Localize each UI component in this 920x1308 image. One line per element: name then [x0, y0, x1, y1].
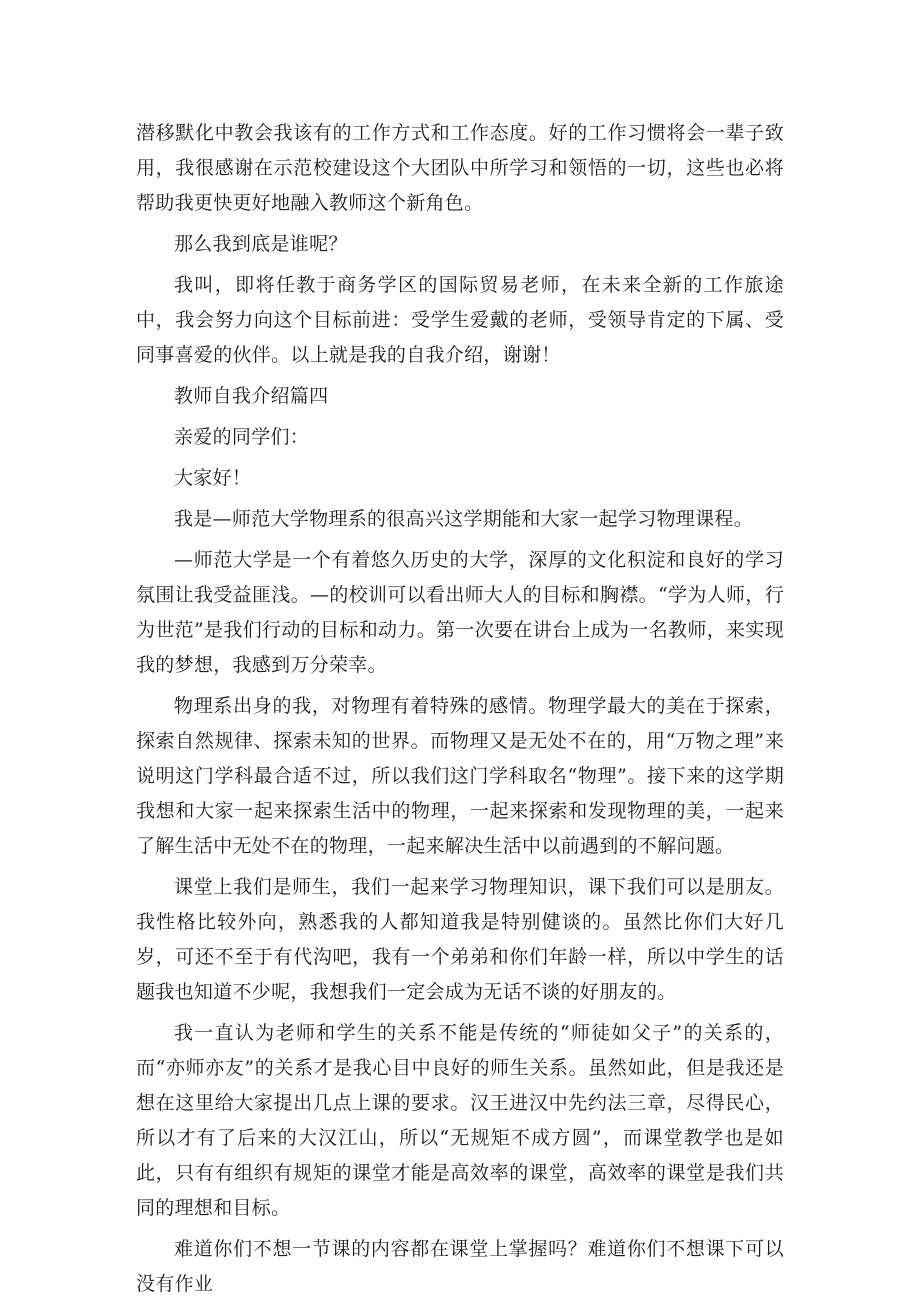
paragraph-question: 那么我到底是谁呢？	[174, 233, 348, 255]
paragraph-introduction: 我是—师范大学物理系的很高兴这学期能和大家一起学习物理课程。	[174, 508, 754, 530]
paragraph-relationship: 我一直认为老师和学生的关系不能是传统的“师徒如父子”的关系的，而“亦师亦友”的关系才是我心目中良好的师生关系。虽然如此，但是我还是想在这里给大家提出几点上课的要求。汉王进汉中先约法三章，尽得民心，所以才有了后来的大汉江山，所以“无规矩不成方圆”，而课堂教学也是如此，只有有组织有规矩的课堂才能是高效率的课堂，高效率的课堂是我们共同的理想和目标。	[136, 1022, 784, 1219]
paragraph-question-end: 难道你们不想一节课的内容都在课堂上掌握吗？难道你们不想课下可以没有作业	[136, 1238, 784, 1295]
paragraph-continuation: 潜移默化中教会我该有的工作方式和工作态度。好的工作习惯将会一辈子致用，我很感谢在示范校建设这个大团队中所学习和领悟的一切，这些也必将帮助我更快更好地融入教师这个新角色。	[136, 122, 784, 214]
greeting: 大家好！	[174, 467, 252, 489]
paragraph-self-intro: 我叫，即将任教于商务学区的国际贸易老师，在未来全新的工作旅途中，我会努力向这个目标前进：受学生爱戴的老师，受领导肯定的下属、受同事喜爱的伙伴。以上就是我的自我介绍，谢谢！	[136, 274, 784, 366]
paragraph-classroom: 课堂上我们是师生，我们一起来学习物理知识，课下我们可以是朋友。我性格比较外向，熟悉我的人都知道我是特别健谈的。虽然比你们大好几岁，可还不至于有代沟吧，我有一个弟弟和你们年龄一样，所以中学生的话题我也知道不少呢，我想我们一定会成为无话不谈的好朋友的。	[136, 876, 784, 1003]
paragraph-physics: 物理系出身的我，对物理有着特殊的感情。物理学最大的美在于探索，探索自然规律、探索未知的世界。而物理又是无处不在的，用“万物之理”来说明这门学科最合适不过，所以我们这门学科取名“物理”。接下来的这学期我想和大家一起来探索生活中的物理，一起来探索和发现物理的美，一起来了解生活中无处不在的物理，一起来解决生活中以前遇到的不解问题。	[136, 695, 784, 857]
section-heading: 教师自我介绍篇四	[174, 385, 329, 407]
paragraph-university: —师范大学是一个有着悠久历史的大学，深厚的文化积淀和良好的学习氛围让我受益匪浅。—的校训可以看出师大人的目标和胸襟。“学为人师，行为世范”是我们行动的目标和动力。第一次要在讲台上成为一名教师，来实现我的梦想，我感到万分荣幸。	[136, 549, 784, 676]
salutation: 亲爱的同学们：	[174, 426, 310, 448]
document-body	[136, 116, 784, 1308]
